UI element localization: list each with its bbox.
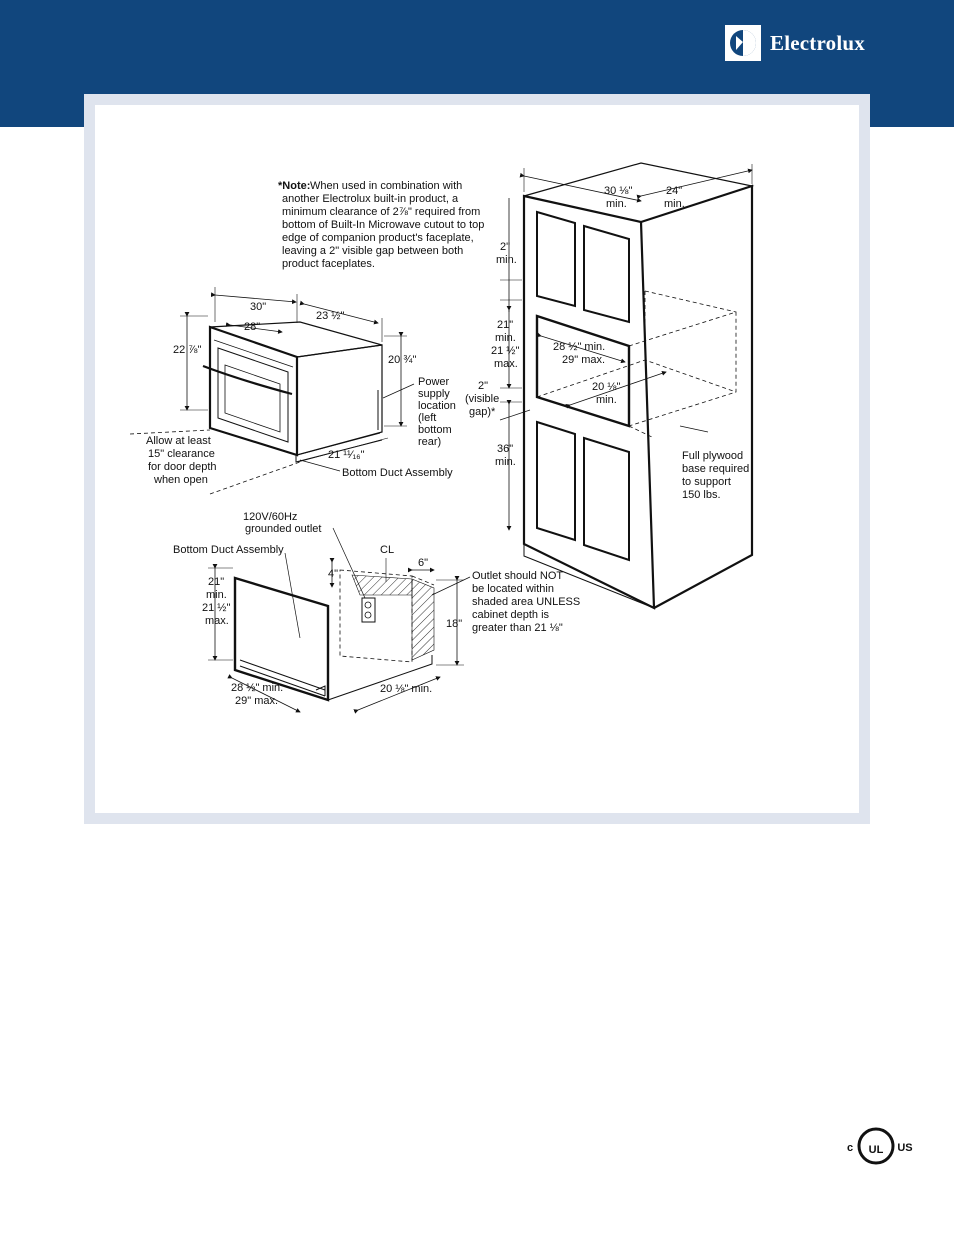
bottom-duct-label: Bottom Duct Assembly	[342, 467, 453, 479]
cabinet-cutout-height-label: min.	[495, 332, 516, 344]
offset-6-label: 6"	[418, 557, 429, 569]
power-supply-label: location	[418, 400, 456, 412]
outlet-label: 120V/60Hz	[243, 511, 298, 523]
top-gap-label: min.	[496, 254, 517, 266]
cabinet-cutout-depth-label: min.	[596, 394, 617, 406]
product-view-labels	[146, 301, 456, 486]
note-line: minimum clearance of 2⅞" required from	[282, 206, 481, 218]
cutout-depth-label: 20 ⅛" min.	[380, 683, 433, 695]
cabinet-depth-label: min.	[664, 198, 685, 210]
ul-right-text: US	[897, 1142, 913, 1154]
plywood-label: Full plywood	[682, 450, 744, 462]
plywood-label: to support	[682, 476, 731, 488]
cabinet-cutout-width-label: 28 ½" min.	[553, 341, 606, 353]
power-supply-label: (left	[418, 412, 437, 424]
outlet-height-label: 18"	[446, 618, 463, 630]
cutout-height-label: min.	[206, 589, 227, 601]
base-height-label: 36"	[497, 443, 514, 455]
cabinet-width-label: 30 ⅛"	[604, 185, 633, 197]
outlet-warning-label: greater than 21 ⅛"	[472, 622, 563, 634]
clearance-label: 15" clearance	[148, 448, 215, 460]
note-line: product faceplates.	[282, 258, 375, 270]
outlet-label: grounded outlet	[245, 523, 322, 535]
cabinet-cutout-height-label: 21"	[497, 319, 514, 331]
cutout-width-label: 28 ½" min.	[231, 682, 284, 694]
offset-4-label: 4"	[328, 568, 339, 580]
clearance-label: when open	[154, 474, 208, 486]
product-box-height-label: 20 ¾"	[388, 354, 417, 366]
cutout-height-label: max.	[205, 615, 229, 627]
cabinet-cutout-width-label: 29" max.	[562, 354, 606, 366]
cabinet-view	[500, 163, 752, 608]
clearance-label: for door depth	[148, 461, 217, 473]
ul-left-text: c	[846, 1142, 854, 1154]
cabinet-cutout-height-label: 21 ½"	[491, 345, 520, 357]
plywood-label: 150 lbs.	[682, 489, 721, 501]
product-width-label: 30"	[250, 301, 267, 313]
product-height-label: 22 ⅞"	[173, 344, 202, 356]
note-line: When used in combination with	[310, 180, 463, 192]
power-supply-label: supply	[418, 388, 450, 400]
duct-depth-label: 21 ¹¹⁄₁₆"	[328, 449, 365, 461]
base-height-label: min.	[495, 456, 516, 468]
cabinet-depth-label: 24"	[666, 185, 683, 197]
visible-gap-label: 2"	[478, 380, 489, 392]
cutout-height-label: 21"	[208, 576, 225, 588]
outlet-warning-label: Outlet should NOT	[472, 570, 564, 582]
note-line: leaving a 2" visible gap between both	[282, 245, 464, 257]
brand-name: Electrolux	[770, 30, 865, 55]
visible-gap-label: (visible	[465, 393, 500, 405]
power-supply-label: bottom	[418, 424, 452, 436]
outlet-warning-label: shaded area UNLESS	[472, 596, 581, 608]
plywood-label: base required	[682, 463, 750, 475]
ul-center-text: UL	[868, 1144, 884, 1156]
note-line: another Electrolux built-in product, a	[282, 193, 459, 205]
note-line: bottom of Built-In Microwave cutout to top	[282, 219, 485, 231]
visible-gap-label: gap)*	[469, 406, 496, 418]
power-supply-label: rear)	[418, 436, 442, 448]
cutout-duct-label: Bottom Duct Assembly	[173, 544, 284, 556]
outlet-warning-label: be located within	[472, 583, 554, 595]
ul-certification-icon	[836, 1120, 916, 1176]
installation-note	[278, 180, 484, 270]
centerline-label: CL	[380, 544, 395, 556]
cutout-height-label: 21 ½"	[202, 602, 231, 614]
cabinet-cutout-depth-label: 20 ⅛"	[592, 381, 621, 393]
note-line: edge of companion product's faceplate,	[282, 232, 474, 244]
outlet-warning-label: cabinet depth is	[472, 609, 550, 621]
product-depth-label: 23 ½"	[316, 310, 345, 322]
clearance-label: Allow at least	[146, 435, 211, 447]
top-gap-label: 2"	[500, 241, 511, 253]
product-inner-width-label: 28"	[244, 321, 261, 333]
cutout-width-label: 29" max.	[235, 695, 279, 707]
cabinet-cutout-height-label: max.	[494, 358, 518, 370]
note-label: *Note:	[278, 180, 311, 192]
cabinet-width-label: min.	[606, 198, 627, 210]
power-supply-label: Power	[418, 376, 450, 388]
